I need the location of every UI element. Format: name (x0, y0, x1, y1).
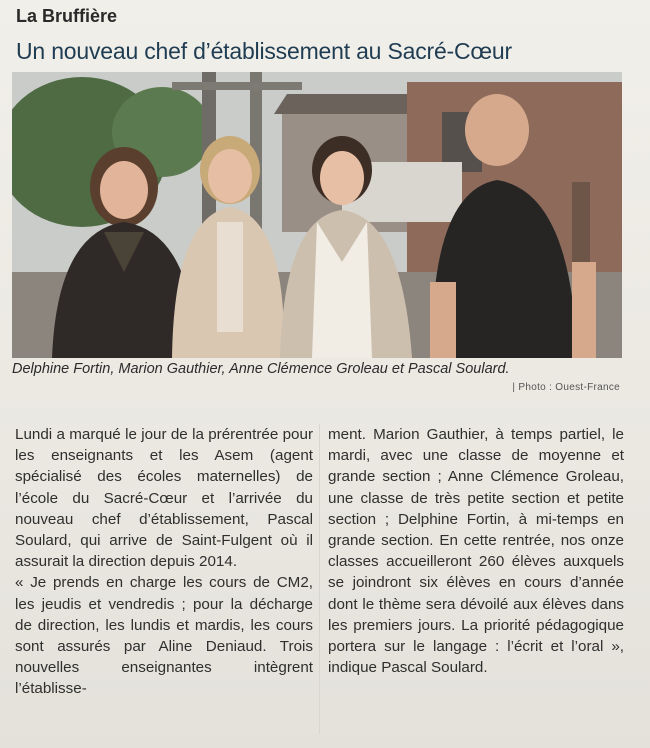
article-column-right (328, 424, 624, 678)
article-paragraph: « Je prends en charge les cours de CM2, les jeudis et vendredis ; pour la décharge de direction, les lundis et mardis, les cours sont assurés par Aline Deniaud. Trois nouvelles enseignantes intègrent l’établisse- (15, 574, 313, 698)
headline: Un nouveau chef d’établissement au Sacré-Cœur (16, 38, 512, 64)
article-column-left (15, 424, 313, 700)
group-photo-illustration (12, 72, 622, 358)
section-label: La Bruffière (16, 6, 118, 26)
photo-caption: Delphine Fortin, Marion Gauthier, Anne Clémence Groleau et Pascal Soulard. (12, 361, 510, 377)
article-paragraph: ment. Marion Gauthier, à temps partiel, le mardi, avec une classe de moyenne et grande section ; Anne Clémence Groleau, une classe de très petite section et petite section ; Delphine Fortin, à mi-temps en grande section. En cette rentrée, nos onze classes accueilleront 260 élèves auxquels se joindront six élèves en cours d’année dont le thème sera dévoilé aux élèves dans les premiers jours. La priorité pédagogique portera sur le langage : l’écrit et l’oral », indique Pascal Soulard. (328, 426, 624, 677)
photo-credit: | Photo : Ouest-France (512, 382, 620, 393)
article-paragraph: Lundi a marqué le jour de la prérentrée pour les enseignants et les Asem (agent spécialisé des écoles maternelles) de l’école du Sacré-Cœur et l’arrivée du nouveau chef d’établissement, Pascal Soulard, qui arrive de Saint-Fulgent où il assurait la direction depuis 2014. (15, 426, 313, 571)
article-photo (12, 72, 622, 358)
column-divider (319, 424, 320, 734)
